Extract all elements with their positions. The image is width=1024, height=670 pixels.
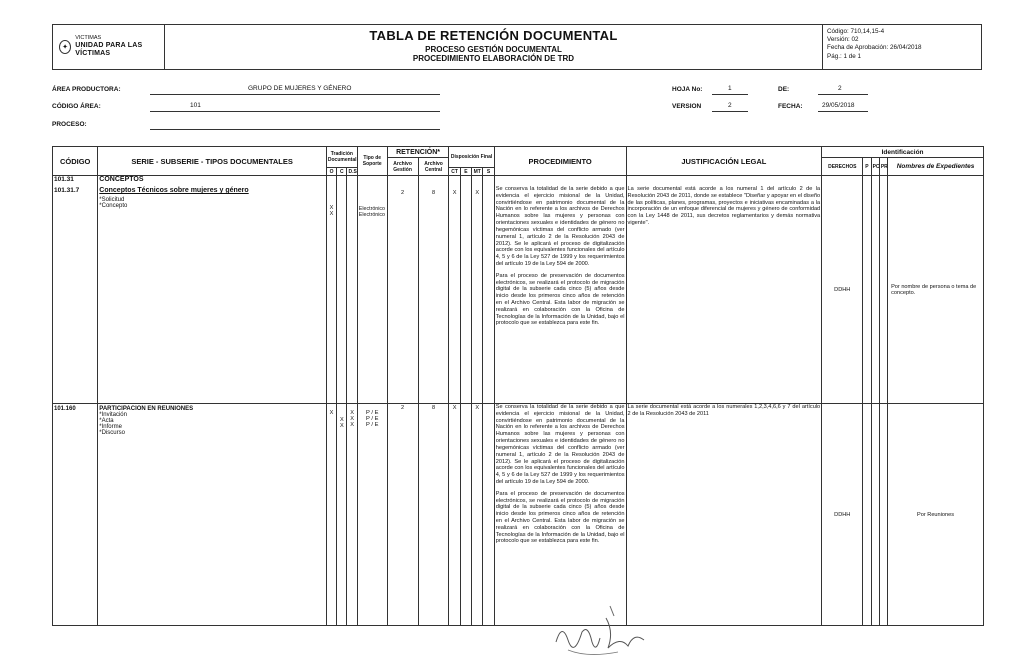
copy-mark: X <box>339 423 344 429</box>
version-underline <box>712 111 748 112</box>
col-pr: PR <box>879 158 887 176</box>
version-label: VERSION <box>672 103 702 110</box>
serie-name: PARTICIPACION EN REUNIONES <box>99 406 194 412</box>
document-type: *Solicitud <box>99 197 125 203</box>
logo-line2: UNIDAD PARA LAS VÍCTIMAS <box>75 41 143 58</box>
coat-of-arms-icon: ✦ <box>59 40 71 54</box>
copy-mark: X <box>339 417 344 423</box>
document-type: *Informe <box>99 424 122 430</box>
soporte-value: P / E <box>365 416 379 422</box>
procedimiento-paragraph: Para el proceso de preservación de documentos electrónicos, se realizará el protocolo de migración digital de la subserie cada cinco (5) años desde inicio desde los primeros cinco años de retención en el Archivo Central. Esta labor de migración se realizará en colaboración con la Oficina de Tecnologías de la Información de la Unidad, bajo el protocolo que se establezca para este fin. <box>495 490 625 545</box>
header-metadata <box>823 25 981 69</box>
codigo-area-label: CÓDIGO ÁREA: <box>52 103 101 110</box>
document-type: *Concepto <box>99 203 128 209</box>
siglas-value: DDHH <box>822 176 863 404</box>
col-ds: D.S <box>348 168 357 175</box>
col-tradicion: Tradición Documental <box>326 147 357 168</box>
ct-mark: X <box>452 190 457 196</box>
col-archivo-gestion: Archivo Gestión <box>387 158 418 176</box>
area-underline <box>150 94 440 95</box>
ds-mark: X <box>350 410 354 416</box>
serie-code: 101.160 <box>54 406 76 412</box>
document-type: *Discurso <box>99 430 125 436</box>
siglas-value: DDHH <box>822 404 863 626</box>
justificacion-text: La serie documental está acorde a los numeral 1 del artículo 2 de la Resolución 2043 de 2011, donde se establece "Diseñar y apoyar en el diseño de las políticas, planes, programas, proyectos e iniciativas encaminadas a la incorporación de un enfoque diferencial de mujeres y género de conformidad con la Ley 1448 de 2011, sus decretos reglamentarios y demás normativa vigente". <box>627 186 821 227</box>
col-identificacion: Identificación <box>822 147 984 158</box>
soporte-value: Electrónico <box>358 206 385 212</box>
serie-code: 101.31 <box>54 176 74 183</box>
area-productora-value: GRUPO DE MUJERES Y GÉNERO <box>248 85 352 92</box>
col-codigo: CÓDIGO <box>53 147 98 176</box>
col-siglas: DERECHOS <box>822 158 863 176</box>
col-serie: SERIE - SUBSERIE - TIPOS DOCUMENTALES <box>98 147 327 176</box>
col-ct: CT <box>449 168 460 176</box>
document-header <box>52 24 982 70</box>
col-retencion: RETENCIÓN* <box>387 147 449 158</box>
area-productora-label: ÁREA PRODUCTORA: <box>52 86 121 93</box>
logo-line1: VICTIMAS <box>75 35 102 42</box>
ct-mark: X <box>452 405 457 411</box>
hoja-label: HOJA No: <box>672 86 703 93</box>
col-e: E <box>460 168 471 176</box>
fecha-underline <box>818 111 868 112</box>
original-mark: X <box>329 410 334 416</box>
col-c: C <box>337 168 347 176</box>
original-mark: X <box>329 211 334 217</box>
col-nombres: Nombres de Expedientes <box>888 158 984 176</box>
col-justificacion: JUSTIFICACIÓN LEGAL <box>626 147 822 176</box>
procedimiento-paragraph: Para el proceso de preservación de documentos electrónicos, se realizará el protocolo de migración digital de la subserie cada cinco (5) años desde inicio desde los primeros cinco años de retención en el Archivo Central. Esta labor de migración se realizará en colaboración con la Oficina de Tecnologías de la Información de la Unidad, bajo el protocolo que se establezca para este fin. <box>495 272 625 327</box>
de-value: 2 <box>838 85 842 92</box>
meta-fecha: Fecha de Aprobación: 26/04/2018 <box>827 44 922 52</box>
document-type: *Acta <box>99 418 114 424</box>
codigo-area-value: 101 <box>190 102 201 109</box>
table-row <box>53 176 984 404</box>
de-underline <box>818 94 868 95</box>
subserie-code: 101.31.7 <box>54 187 80 194</box>
meta-pagina: Pág.: 1 de 1 <box>827 52 861 60</box>
procedimiento-paragraph: Se conserva la totalidad de la serie debido a que evidencia el ejercicio misional de la Unidad, convirtiéndose en patrimonio documental de la Nación en lo referente a los archivos de Derechos Humanos sobre las mujeres y personas con orientaciones sexuales e identidades de género no hegemónicas víctimas del conflicto armado (ver numeral 1, artículo 2 de la Resolución 2043 de 2012). Se le aplicará el proceso de digitalización acorde con los equivalentes funcionales del artículo 4, 5 y 6 de la Ley 527 de 1999 y los requerimientos del artículo 19 de la Ley 594 de 2000. <box>495 186 625 267</box>
col-mt: MT <box>472 168 483 176</box>
codigo-underline <box>150 111 440 112</box>
ds-mark: X <box>350 416 354 422</box>
archivo-gestion-value: 2 <box>401 190 405 196</box>
document-subtitle-process: PROCESO GESTIÓN DOCUMENTAL <box>425 45 562 54</box>
archivo-central-value: 8 <box>431 190 436 196</box>
document-type: *Invitación <box>99 412 127 418</box>
col-archivo-central: Archivo Central <box>418 158 449 176</box>
col-s: S <box>483 168 494 176</box>
proceso-label: PROCESO: <box>52 121 87 128</box>
original-mark: X <box>329 205 334 211</box>
archivo-central-value: 8 <box>431 405 436 411</box>
col-disposicion: Disposición Final <box>449 147 494 168</box>
col-pc: PC <box>871 158 879 176</box>
nombre-expediente: Por nombre de persona o tema de concepto. <box>888 176 984 404</box>
hoja-underline <box>712 94 748 95</box>
procedimiento-paragraph: Se conserva la totalidad de la serie debido a que evidencia el ejercicio misional de la Unidad, convirtiéndose en patrimonio documental de la Nación en lo referente a los archivos de Derechos Humanos sobre las mujeres y personas con orientaciones sexuales e identidades de género no hegemónicas víctimas del conflicto armado (ver numeral 1, artículo 2 de la Resolución 2043 de 2012). Se le aplicará el proceso de digitalización acorde con los equivalentes funcionales del artículo 4, 5 y 6 de la Ley 527 de 1999 y los requerimientos del artículo 19 de la Ley 594 de 2000. <box>495 404 625 485</box>
document-subtitle-procedure: PROCEDIMIENTO ELABORACIÓN DE TRD <box>412 54 575 63</box>
proceso-underline <box>150 129 440 130</box>
institution-logo <box>53 25 165 69</box>
archivo-gestion-value: 2 <box>401 405 405 411</box>
col-p: P <box>863 158 871 176</box>
header-title-block <box>165 25 823 69</box>
soporte-value: Electrónico <box>358 212 385 218</box>
fecha-value: 29/05/2018 <box>822 102 855 109</box>
meta-version: Versión: 02 <box>827 36 859 44</box>
document-title: TABLA DE RETENCIÓN DOCUMENTAL <box>369 28 618 43</box>
subserie-name: Conceptos Técnicos sobre mujeres y género <box>99 187 249 194</box>
mt-mark: X <box>475 405 480 411</box>
de-label: DE: <box>778 86 790 93</box>
serie-name: CONCEPTOS <box>99 176 144 183</box>
hoja-value: 1 <box>728 85 732 92</box>
col-procedimiento: PROCEDIMIENTO <box>494 147 626 176</box>
fecha-label: FECHA: <box>778 103 803 110</box>
soporte-value: P / E <box>365 422 379 428</box>
nombre-expediente: Por Reuniones <box>888 404 984 626</box>
justificacion-text: La serie documental está acorde a los numerales 1,2,3,4,6,6 y 7 del artículo 2 de la Resolución 2043 de 2011 <box>627 404 821 417</box>
version-value: 2 <box>728 102 732 109</box>
col-o: O <box>326 168 336 176</box>
soporte-value: P / E <box>365 410 379 416</box>
handwritten-signature <box>548 602 658 662</box>
table-row <box>53 404 984 626</box>
col-soporte: Tipo de Soporte <box>357 147 387 176</box>
meta-codigo: Código: 710,14,15-4 <box>827 28 885 35</box>
retention-table <box>52 146 984 626</box>
mt-mark: X <box>475 190 480 196</box>
ds-mark: X <box>350 422 354 428</box>
